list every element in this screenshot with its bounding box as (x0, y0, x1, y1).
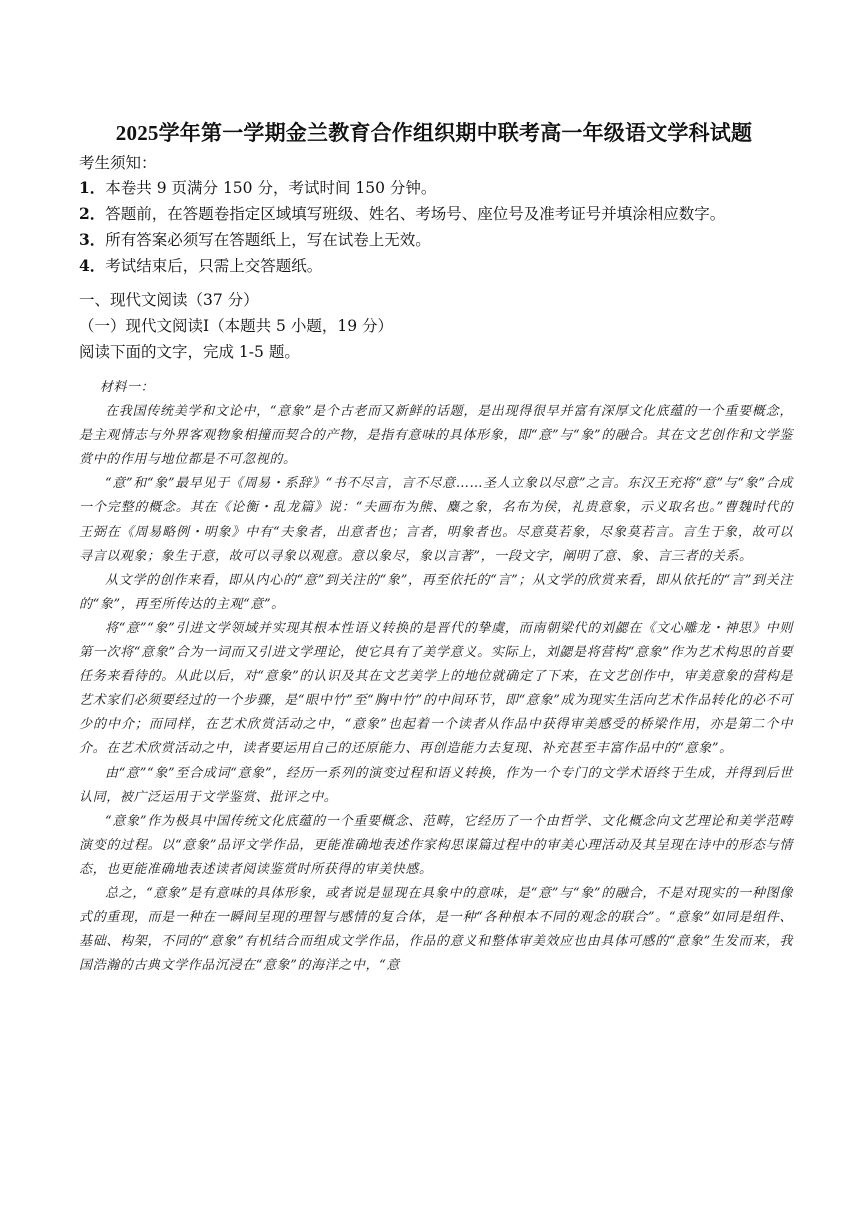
notice-item-number: 4． (79, 256, 106, 275)
notice-item-text: 答题前，在答题卷指定区域填写班级、姓名、考场号、座位号及准考证号并填涂相应数字。 (105, 205, 726, 223)
material-one (79, 376, 793, 978)
material-paragraph: 由“意”“象”至合成词“意象”，经历一系列的演变过程和语义转换，作为一个专门的文学术语终于生成，并得到后世认同，被广泛运用于文学鉴赏、批评之中。 (79, 765, 793, 805)
notice-item-4 (79, 254, 809, 278)
material-paragraph: “意象”作为极具中国传统文化底蕴的一个重要概念、范畴，它经历了一个由哲学、文化概念向文艺理论和美学范畴演变的过程。以“意象”品评文学作品，更能准确地表述作家构思谋篇过程中的审美心理活动及其呈现在诗中的形态与情态，也更能准确地表述读者阅读鉴赏时所获得的审美快感。 (79, 813, 793, 877)
material-label: 材料一： (99, 380, 155, 395)
notice-item-3 (79, 228, 809, 252)
material-paragraph: 总之，“意象”是有意味的具体形象，或者说是显现在具象中的意味，是“意”与“象”的融合，不是对现实的一种图像式的重现，而是一种在一瞬间呈现的理智与感情的复合体，是一种“各种根本不同的观念的联合”。“意象”如同是组件、基础、构架，不同的“意象”有机结合而组成文学作品，作品的意义和整体审美效应也由具体可感的“意象”生发而来，我国浩瀚的古典文学作品沉浸在“意象”的海洋之中，“意 (79, 885, 793, 974)
notice-item-text: 本卷共 9 页满分 150 分，考试时间 150 分钟。 (105, 179, 437, 197)
notice-item-number: 2． (79, 204, 106, 223)
notice-item-number: 1． (79, 178, 106, 197)
notice-heading: 考生须知： (79, 154, 157, 172)
material-paragraph: 将“意”“象”引进文学领域并实现其根本性语义转换的是晋代的挚虞，而南朝梁代的刘勰在《文心雕龙・神思》中则第一次将“意象”合为一词而又引进文学理论，使它具有了美学意义。实际上，刘勰是将营构“意象”作为艺术构思的首要任务来看待的。从此以后，对“意象”的认识及其在文艺美学上的地位就确定了下来，在文艺创作中，审美意象的营构是艺术家们必须要经过的一个步骤，是“眼中竹”至“胸中竹”的中间环节，即“意象”成为现实生活向艺术作品转化的必不可少的中介；而同样，在艺术欣赏活动之中，“意象”也起着一个读者从作品中获得审美感受的桥梁作用，亦是第二个中介。在艺术欣赏活动之中，读者要运用自己的还原能力、再创造能力去复现、补充甚至丰富作品中的“意象”。 (79, 620, 793, 757)
notice-item-number: 3． (79, 230, 106, 249)
material-paragraph: 从文学的创作来看，即从内心的“意”到关注的“象”，再至依托的“言”；从文学的欣赏来看，即从依托的“言”到关注的“象”，再至所传达的主观“意”。 (79, 572, 793, 612)
reading-instruction: 阅读下面的文字，完成 1-5 题。 (79, 343, 300, 361)
subsection-title: （一）现代文阅读Ⅰ（本题共 5 小题，19 分） (79, 317, 393, 335)
section-title: 一、现代文阅读（37 分） (79, 291, 259, 309)
exam-title: 2025学年第一学期金兰教育合作组织期中联考高一年级语文学科试题 (115, 121, 753, 145)
notice-item-text: 考试结束后，只需上交答题纸。 (105, 257, 323, 275)
material-paragraph: “意”和“象”最早见于《周易・系辞》“书不尽言，言不尽意……圣人立象以尽意”之言。东汉王充将“意”与“象”合成一个完整的概念。其在《论衡・乱龙篇》说：“夫画布为熊、麋之象，名布为侯，礼贵意象，示义取名也。”曹魏时代的王弼在《周易略例・明象》中有“夫象者，出意者也；言者，明象者也。尽意莫若象，尽象莫若言。言生于象，故可以寻言以观象；象生于意，故可以寻象以观意。意以象尽，象以言著”，一段文字，阐明了意、象、言三者的关系。 (79, 476, 793, 564)
material-paragraph: 在我国传统美学和文论中，“意象”是个古老而又新鲜的话题，是出现得很早并富有深厚文化底蕴的一个重要概念，是主观情志与外界客观物象相撞而契合的产物，是指有意味的具体形象，即“意”与“象”的融合。其在文艺创作和文学鉴赏中的作用与地位都是不可忽视的。 (79, 404, 793, 468)
notice-item-2 (79, 202, 809, 226)
notice-item-text: 所有答案必须写在答题纸上，写在试卷上无效。 (105, 231, 431, 249)
notice-item-1 (79, 176, 809, 200)
